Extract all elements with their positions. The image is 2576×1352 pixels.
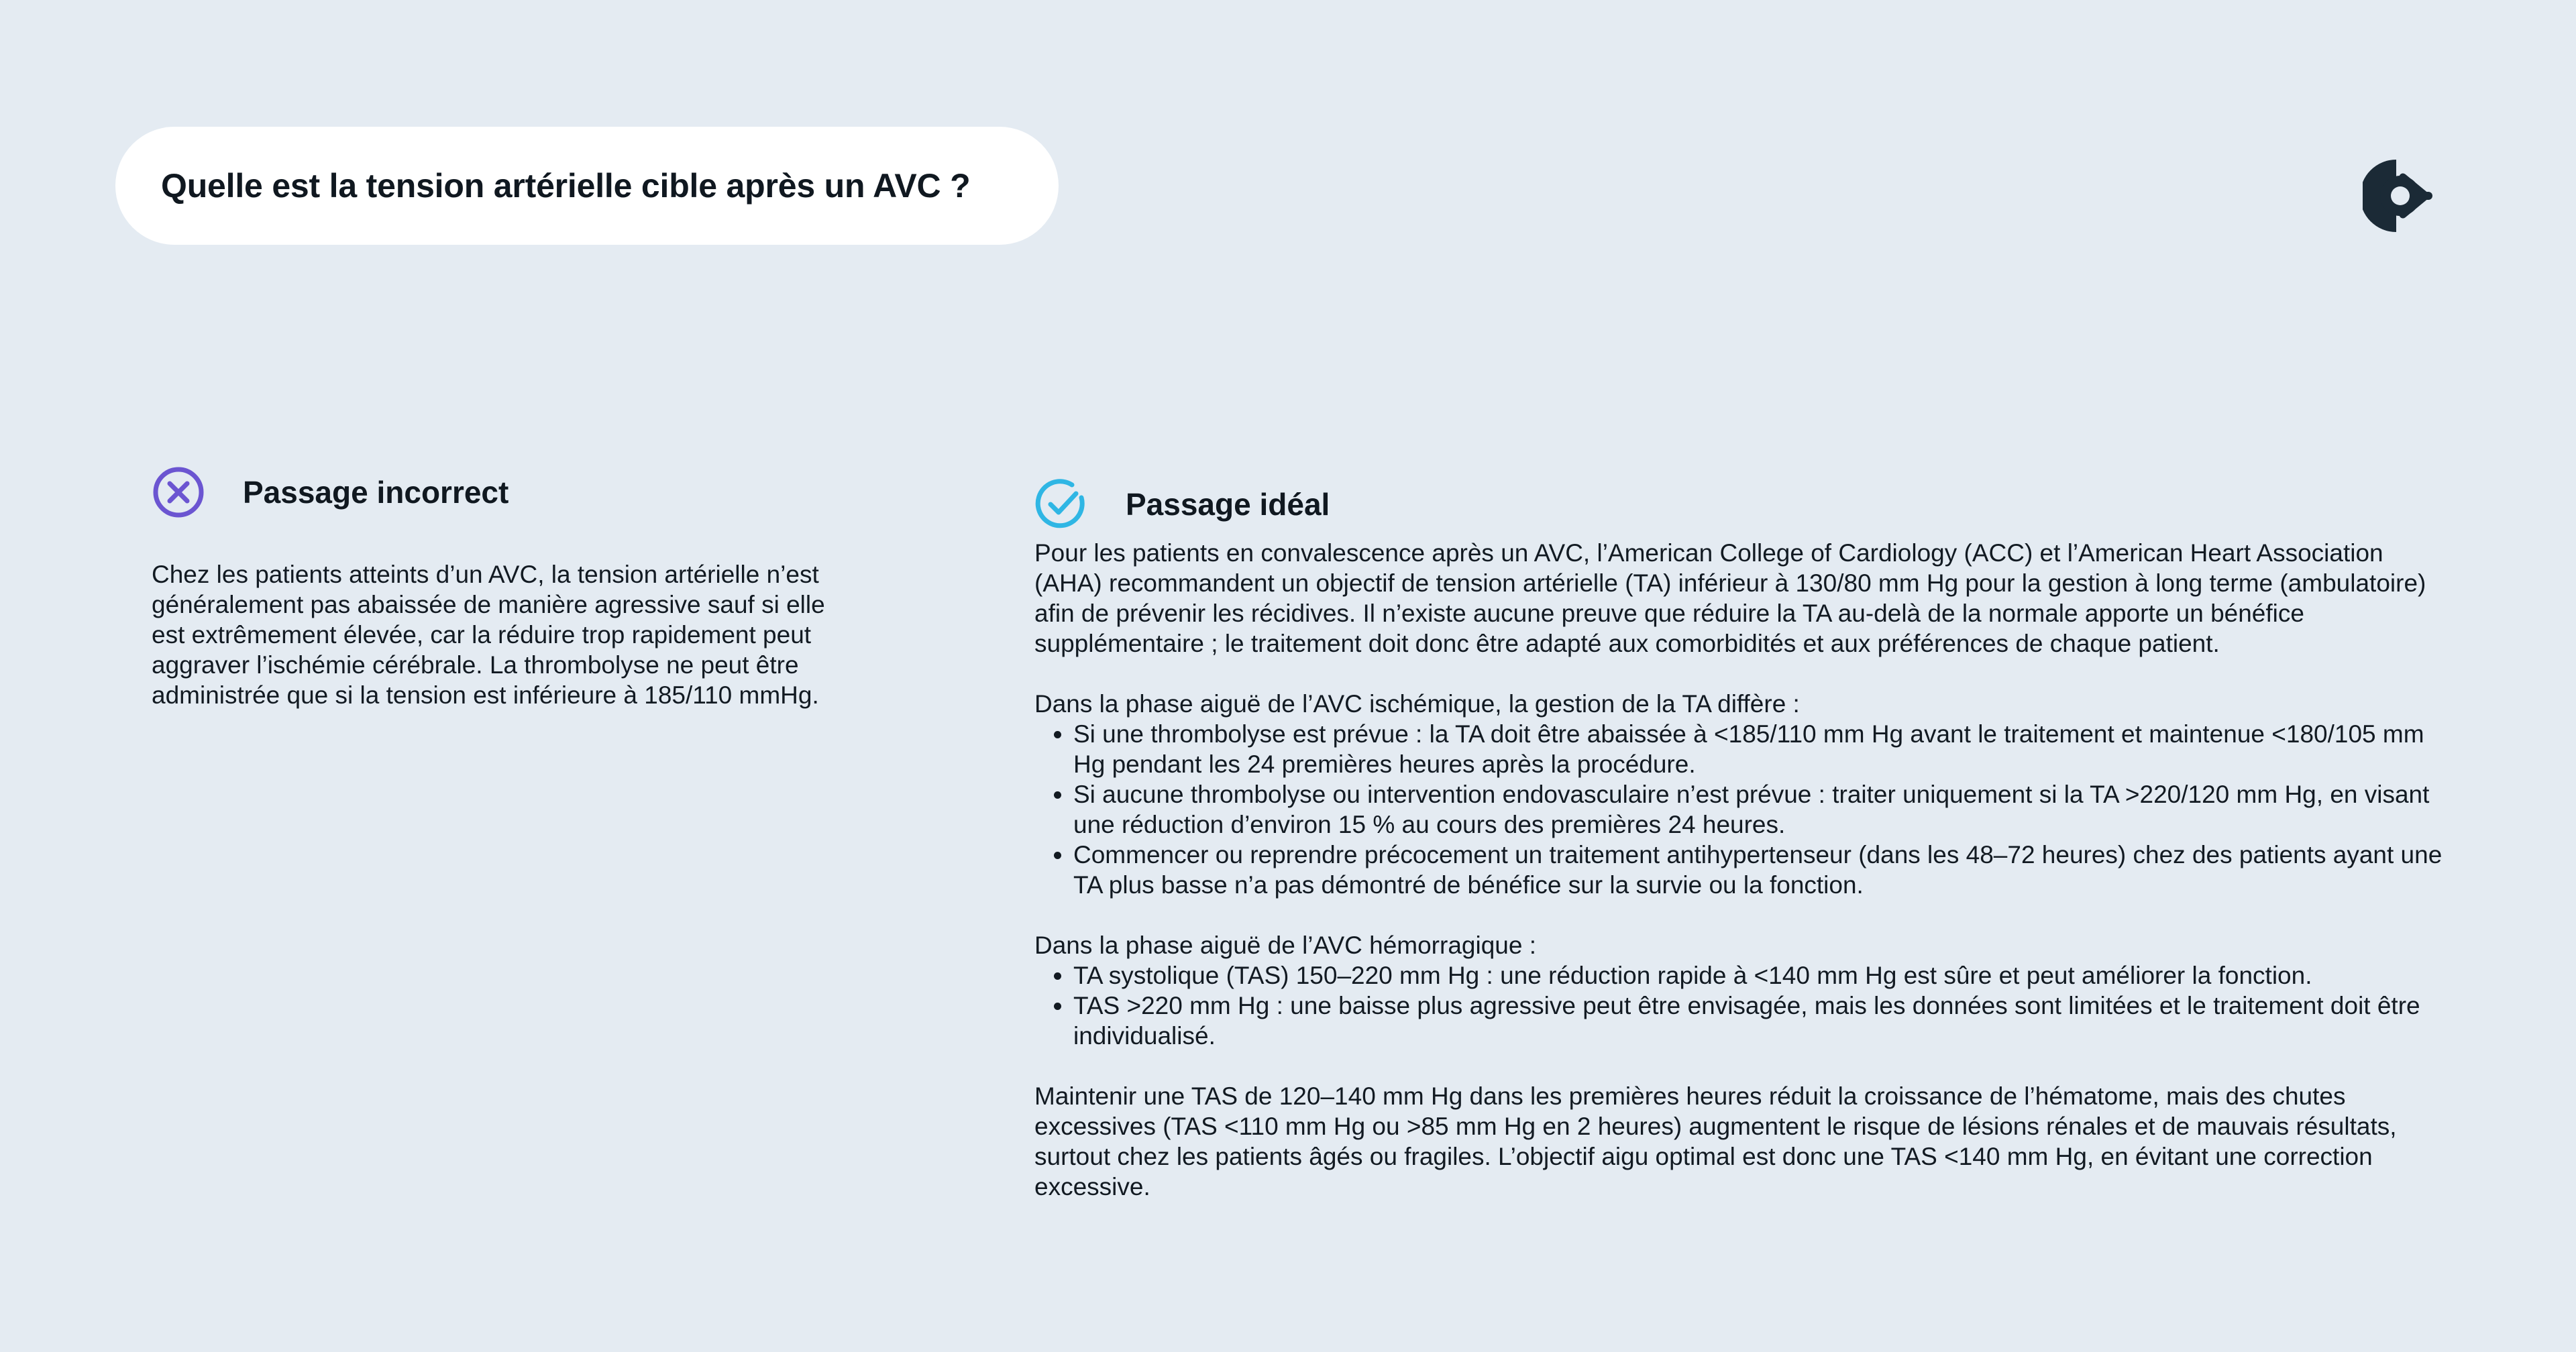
x-circle-icon: [152, 465, 205, 519]
question-title: Quelle est la tension artérielle cible après un AVC ?: [161, 167, 971, 205]
ideal-passage-body: [1034, 538, 2457, 1202]
list-item: • Commencer ou reprendre précocement un traitement antihypertenseur (dans les 48–72 heures) chez des patients ayant une TA plus basse n’a pas démontré de bénéfice sur la survie ou la fonction.: [1073, 840, 2457, 900]
ideal-conclusion-paragraph: Maintenir une TAS de 120–140 mm Hg dans les premières heures réduit la croissance de l’hématome, mais des chutes excessives (TAS <110 mm Hg ou >85 mm Hg en 2 heures) augmentent le risque de lésions rénales et de mauvais résultats, surtout chez les patients âgés ou fragiles. L’objectif aigu optimal est donc une TAS <140 mm Hg, en évitant une correction excessive.: [1034, 1082, 2397, 1200]
hemorrhagic-list: [1034, 960, 2457, 1051]
list-item: • TA systolique (TAS) 150–220 mm Hg : une réduction rapide à <140 mm Hg est sûre et peut améliorer la fonction.: [1073, 960, 2457, 991]
ideal-passage-title: Passage idéal: [1126, 487, 1330, 522]
incorrect-passage-text: Chez les patients atteints d’un AVC, la tension artérielle n’est généralement pas abaissée de manière agressive sauf si elle est extrêmement élevée, car la réduire trop rapidement peut aggraver l’ischémie cérébrale. La thrombolyse ne peut être administrée que si la tension est inférieure à 185/110 mmHg.: [152, 561, 825, 709]
ischemic-heading: Dans la phase aiguë de l’AVC ischémique, la gestion de la TA diffère :: [1034, 690, 1800, 718]
ideal-passage-section: [1034, 477, 2457, 1202]
list-item: • TAS >220 mm Hg : une baisse plus agressive peut être envisagée, mais les données sont limitées et le traitement doit être individualisé.: [1073, 991, 2457, 1051]
incorrect-passage-header: [152, 465, 849, 519]
ideal-passage-header: [1034, 477, 2457, 531]
ischemic-list: [1034, 719, 2457, 900]
incorrect-passage-title: Passage incorrect: [243, 475, 509, 510]
list-item: • Si aucune thrombolyse ou intervention endovasculaire n’est prévue : traiter uniquement si la TA >220/120 mm Hg, en visant une réduction d’environ 15 % au cours des premières 24 heures.: [1073, 779, 2457, 840]
list-item: • Si une thrombolyse est prévue : la TA doit être abaissée à <185/110 mm Hg avant le traitement et maintenue <180/105 mm Hg pendant les 24 premières heures après la procédure.: [1073, 719, 2457, 779]
check-circle-icon: [1034, 477, 1088, 531]
brand-logo-icon: [2363, 158, 2438, 233]
incorrect-passage-section: [152, 465, 849, 710]
hemorrhagic-heading: Dans la phase aiguë de l’AVC hémorragique :: [1034, 932, 1536, 959]
ideal-intro-paragraph: Pour les patients en convalescence après un AVC, l’American College of Cardiology (ACC) et l’American Heart Association (AHA) recommandent un objectif de tension artérielle (TA) inférieur à 130/80 mm Hg pour la gestion à long terme (ambulatoire) afin de prévenir les récidives. Il n’existe aucune preuve que réduire la TA au-delà de la normale apporte un bénéfice supplémentaire ; le traitement doit donc être adapté aux comorbidités et aux préférences de chaque patient.: [1034, 539, 2426, 657]
question-header: [115, 127, 1059, 245]
